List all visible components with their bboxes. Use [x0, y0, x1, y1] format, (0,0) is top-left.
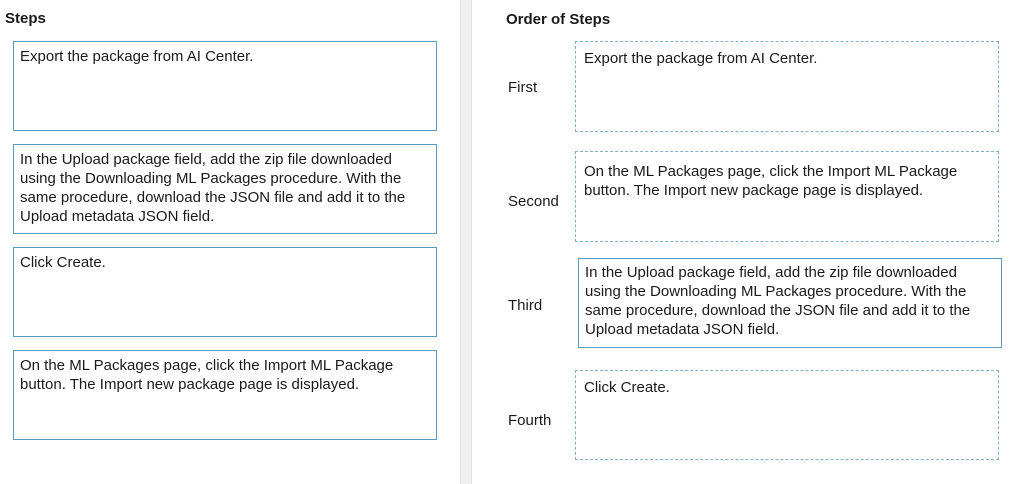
panel-divider: [460, 0, 472, 484]
order-label-fourth: Fourth: [508, 412, 552, 429]
step-item-upload[interactable]: [13, 144, 437, 234]
drop-target-text: In the Upload package field, add the zip file downloaded using the Downloading ML Packages procedure. With the same procedure, download the JSON file and add it to the Upload metadata JSON field.: [585, 264, 971, 338]
drop-target-text: Export the package from AI Center.: [584, 50, 818, 67]
steps-panel: [0, 0, 460, 484]
drop-target-fourth[interactable]: [575, 370, 999, 460]
order-label-third: Third: [508, 297, 543, 314]
step-item-import[interactable]: [13, 350, 437, 440]
step-item-text: Click Create.: [20, 254, 106, 271]
step-item-export[interactable]: [13, 41, 437, 131]
drop-target-text: Click Create.: [584, 379, 670, 396]
steps-heading: Steps: [5, 10, 46, 27]
drop-target-text: On the ML Packages page, click the Import ML Package button. The Import new package page is displayed.: [584, 163, 958, 199]
step-item-text: On the ML Packages page, click the Import ML Package button. The Import new package page is displayed.: [20, 357, 394, 393]
step-item-text: In the Upload package field, add the zip file downloaded using the Downloading ML Packages procedure. With the same procedure, download the JSON file and add it to the Upload metadata JSON field.: [20, 151, 406, 225]
drop-target-third[interactable]: [578, 258, 1002, 348]
order-label-first: First: [508, 79, 538, 96]
order-panel: [472, 0, 1015, 484]
drop-target-second[interactable]: [575, 151, 999, 242]
order-heading: Order of Steps: [506, 11, 611, 28]
step-item-create[interactable]: [13, 247, 437, 337]
step-item-text: Export the package from AI Center.: [20, 48, 254, 65]
order-label-second: Second: [508, 193, 559, 210]
drop-target-first[interactable]: [575, 41, 999, 132]
